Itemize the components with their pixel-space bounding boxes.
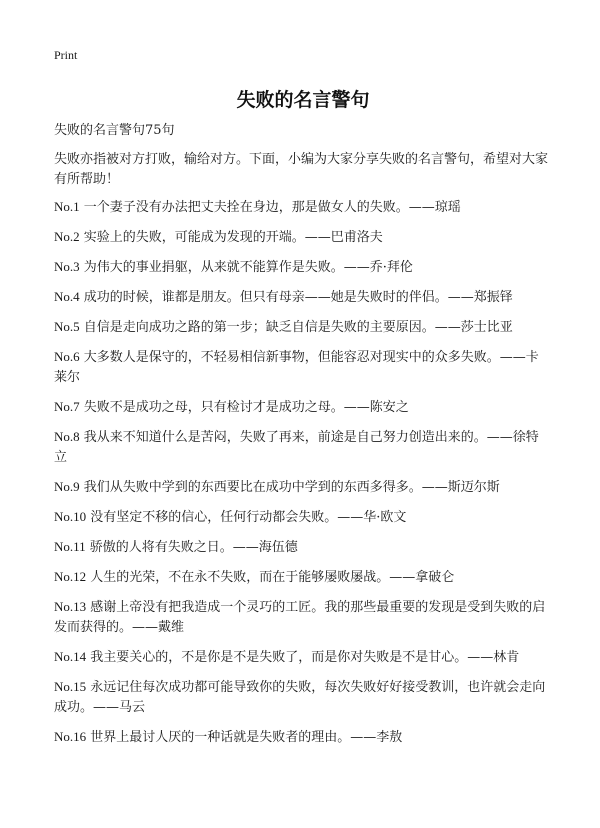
print-link[interactable]: Print (54, 48, 78, 62)
quote-item (54, 727, 552, 748)
quote-text: 实验上的失败，可能成为发现的开端。——巴甫洛夫 (83, 230, 383, 245)
quote-number: No.3 (54, 259, 80, 274)
quote-item (54, 477, 552, 498)
quote-item (54, 347, 552, 388)
quote-number: No.6 (54, 349, 80, 364)
quote-text: 自信是走向成功之路的第一步；缺乏自信是失败的主要原因。——莎士比亚 (83, 320, 513, 335)
quote-item (54, 647, 552, 668)
quote-text: 感谢上帝没有把我造成一个灵巧的工匠。我的那些最重要的发现是受到失败的启发而获得的。——戴维 (54, 600, 546, 635)
quote-number: No.2 (54, 229, 80, 244)
quote-number: No.9 (54, 479, 80, 494)
quote-item (54, 227, 552, 248)
quote-number: No.14 (54, 649, 87, 664)
quote-number: No.7 (54, 399, 80, 414)
quote-number: No.16 (54, 729, 87, 744)
quote-item (54, 597, 552, 638)
quote-number: No.11 (54, 539, 86, 554)
quote-text: 一个妻子没有办法把丈夫拴在身边，那是做女人的失败。——琼瑶 (83, 200, 461, 215)
quote-text: 人生的光荣，不在永不失败，而在于能够屡败屡战。——拿破仑 (90, 570, 455, 585)
quote-item (54, 537, 552, 558)
quote-text: 为伟大的事业捐躯，从来就不能算作是失败。——乔·拜伦 (83, 260, 413, 275)
quote-number: No.5 (54, 319, 80, 334)
quote-item (54, 257, 552, 278)
quote-text: 失败不是成功之母，只有检讨才是成功之母。——陈安之 (83, 400, 409, 415)
quote-item (54, 287, 552, 308)
quote-item (54, 427, 552, 468)
quote-text: 没有坚定不移的信心，任何行动都会失败。——华·欧文 (90, 510, 407, 525)
quote-item (54, 677, 552, 718)
quote-number: No.15 (54, 679, 87, 694)
quote-text: 永远记住每次成功都可能导致你的失败，每次失败好好接受教训，也许就会走向成功。——马云 (54, 680, 546, 715)
page-title: 失败的名言警句 (236, 89, 370, 111)
quote-number: No.10 (54, 509, 87, 524)
quote-item (54, 197, 552, 218)
quote-text: 成功的时候，谁都是朋友。但只有母亲——她是失败时的伴侣。——郑振铎 (83, 290, 513, 305)
quote-number: No.4 (54, 289, 80, 304)
quote-item (54, 567, 552, 588)
quote-text: 大多数人是保守的，不轻易相信新事物，但能容忍对现实中的众多失败。——卡莱尔 (54, 350, 539, 385)
quote-text: 骄傲的人将有失败之日。——海伍德 (89, 540, 298, 555)
quote-number: No.12 (54, 569, 87, 584)
article-subtitle: 失败的名言警句75句 (54, 123, 175, 138)
quote-text: 我从来不知道什么是苦闷，失败了再来，前途是自己努力创造出来的。——徐特立 (54, 430, 539, 465)
quote-number: No.1 (54, 199, 80, 214)
quote-number: No.8 (54, 429, 80, 444)
quote-list (54, 197, 552, 748)
intro-paragraph: 失败亦指被对方打败，输给对方。下面，小编为大家分享失败的名言警句，希望对大家有所帮助！ (54, 152, 549, 187)
quote-text: 世界上最讨人厌的一种话就是失败者的理由。——李敖 (90, 730, 403, 745)
quote-text: 我们从失败中学到的东西要比在成功中学到的东西多得多。——斯迈尔斯 (83, 480, 500, 495)
quote-number: No.13 (54, 599, 87, 614)
quote-item (54, 317, 552, 338)
quote-text: 我主要关心的，不是你是不是失败了，而是你对失败是不是甘心。——林肯 (90, 650, 520, 665)
quote-item (54, 507, 552, 528)
quote-item (54, 397, 552, 418)
